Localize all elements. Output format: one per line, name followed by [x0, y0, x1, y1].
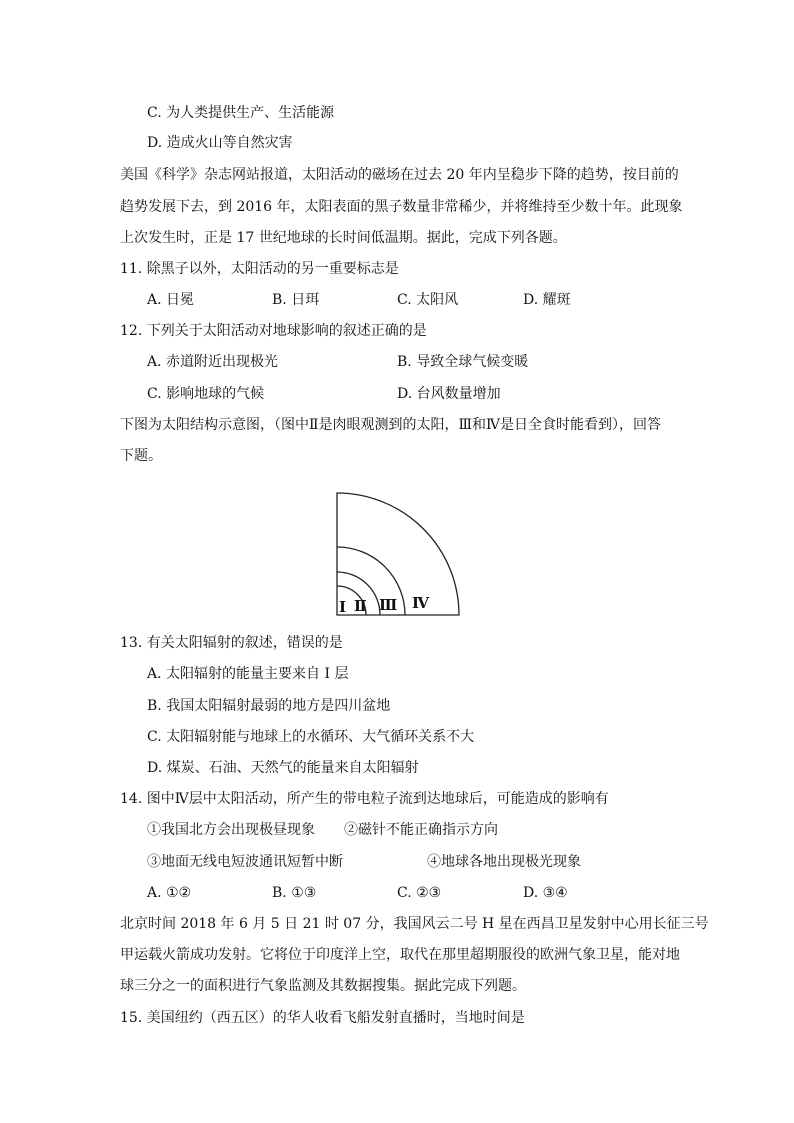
q14-statement-1: ①我国北方会出现极昼现象 [147, 822, 315, 838]
passage1-line2: 趋势发展下去，到 2016 年，太阳表面的黑子数量非常稀少，并将维持至少数十年。此现象 [120, 199, 683, 215]
q14-option-d: D. ③④ [523, 885, 568, 901]
q13-option-a: A. 太阳辐射的能量主要来自 I 层 [147, 666, 349, 682]
passage3-line3: 球三分之一的面积进行气象监测及其数据搜集。据此完成下列题。 [120, 978, 526, 994]
q11-option-d: D. 耀斑 [523, 292, 571, 308]
q11-option-c: C. 太阳风 [397, 292, 459, 308]
passage2-line1: 下图为太阳结构示意图，（图中Ⅱ是肉眼观测到的太阳，Ⅲ和Ⅳ是日全食时能看到），回答 [120, 417, 662, 433]
q11-option-a: A. 日冕 [147, 292, 195, 308]
sun-structure-diagram [330, 488, 470, 620]
label-layer-iv: Ⅳ [412, 594, 430, 612]
passage2-line2: 下题。 [120, 448, 162, 464]
q15-stem: 15. 美国纽约（西五区）的华人收看飞船发射直播时，当地时间是 [120, 1010, 525, 1026]
q14-stem: 14. 图中Ⅳ层中太阳活动，所产生的带电粒子流到达地球后，可能造成的影响有 [120, 791, 609, 807]
label-layer-ii: Ⅱ [354, 597, 367, 615]
q12-option-c: C. 影响地球的气候 [147, 386, 265, 402]
q14-option-c: C. ②③ [397, 885, 442, 901]
q13-option-b: B. 我国太阳辐射最弱的地方是四川盆地 [147, 698, 391, 714]
q14-statement-4: ④地球各地出现极光现象 [427, 854, 581, 870]
q12-option-d: D. 台风数量增加 [397, 386, 501, 402]
q13-option-d: D. 煤炭、石油、天然气的能量来自太阳辐射 [147, 760, 419, 776]
q13-option-c: C. 太阳辐射能与地球上的水循环、大气循环关系不大 [147, 729, 475, 745]
passage3-line2: 甲运载火箭成功发射。它将位于印度洋上空，取代在那里超期服役的欧洲气象卫星，能对地 [120, 947, 680, 963]
label-layer-i: Ⅰ [339, 598, 347, 616]
q11-option-b: B. 日珥 [272, 292, 320, 308]
label-layer-iii: Ⅲ [379, 596, 398, 614]
q12-stem: 12. 下列关于太阳活动对地球影响的叙述正确的是 [120, 323, 427, 339]
passage1-line3: 上次发生时，正是 17 世纪地球的长时间低温期。据此，完成下列各题。 [120, 230, 567, 246]
q13-stem: 13. 有关太阳辐射的叙述，错误的是 [120, 635, 343, 651]
q14-statement-3: ③地面无线电短波通讯短暂中断 [147, 854, 343, 870]
q14-option-b: B. ①③ [272, 885, 317, 901]
q11-stem: 11. 除黑子以外，太阳活动的另一重要标志是 [120, 261, 399, 277]
q14-statement-2: ②磁针不能正确指示方向 [344, 822, 498, 838]
passage3-line1: 北京时间 2018 年 6 月 5 日 21 时 07 分，我国风云二号 H 星在西昌卫星发射中心用长征三号 [120, 916, 709, 932]
option-c-prev: C. 为人类提供生产、生活能源 [147, 105, 335, 121]
passage1-line1: 美国《科学》杂志网站报道，太阳活动的磁场在过去 20 年内呈稳步下降的趋势，按目前的 [120, 167, 679, 183]
q12-option-b: B. 导致全球气候变暖 [397, 354, 529, 370]
q12-option-a: A. 赤道附近出现极光 [147, 354, 279, 370]
option-d-prev: D. 造成火山等自然灾害 [147, 135, 293, 151]
q14-option-a: A. ①② [147, 885, 192, 901]
